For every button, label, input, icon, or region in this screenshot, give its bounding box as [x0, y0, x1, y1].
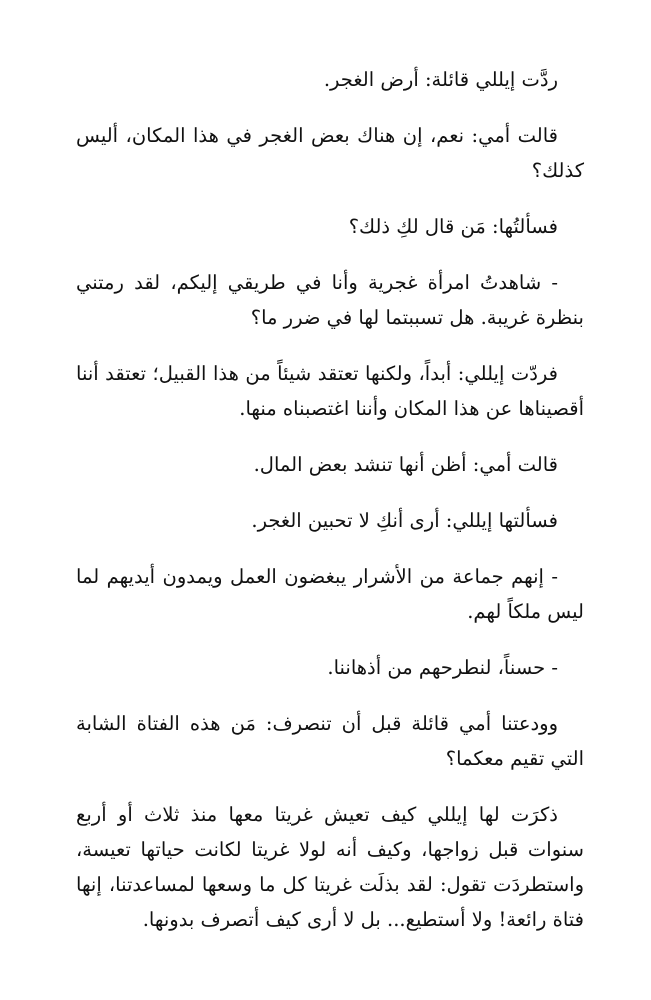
paragraph-11: ذكرَت لها إيللي كيف تعيش غريتا معها منذ ثلاث أو أربع سنوات قبل زواجها، وكيف أنه لولا غريتا لكانت حياتها تعيسة، واستطردَت تقول: لقد بذلَت غريتا كل ما وسعها لمساعدتنا، إنها فتاة رائعة! ولا أستطيع... بل لا أرى كيف أتصرف بدونها. [76, 803, 584, 931]
paragraph-9: - حسناً، لنطرحهم من أذهاننا. [327, 656, 558, 679]
paragraph-6: قالت أمي: أظن أنها تنشد بعض المال. [253, 453, 558, 476]
book-page [76, 62, 584, 957]
paragraph-10: وودعتنا أمي قائلة قبل أن تنصرف: مَن هذه الفتاة الشابة التي تقيم معكما؟ [76, 712, 584, 770]
paragraph-4: - شاهدتُ امرأة غجرية وأنا في طريقي إليكم، لقد رمتني بنظرة غريبة. هل تسببتما لها في ضرر ما؟ [76, 271, 584, 329]
paragraph-5: فردّت إيللي: أبداً، ولكنها تعتقد شيئاً من هذا القبيل؛ تعتقد أننا أقصيناها عن هذا المكان وأننا اغتصبناه منها. [76, 362, 584, 420]
paragraph-2: قالت أمي: نعم، إن هناك بعض الغجر في هذا المكان، أليس كذلك؟ [76, 124, 584, 182]
paragraph-1: ردَّت إيللي قائلة: أرض الغجر. [323, 68, 558, 91]
paragraph-8: - إنهم جماعة من الأشرار يبغضون العمل ويمدون أيديهم لما ليس ملكاً لهم. [76, 565, 584, 623]
paragraph-3: فسألتُها: مَن قال لكِ ذلك؟ [348, 215, 558, 238]
paragraph-7: فسألتها إيللي: أرى أنكِ لا تحبين الغجر. [251, 509, 558, 532]
